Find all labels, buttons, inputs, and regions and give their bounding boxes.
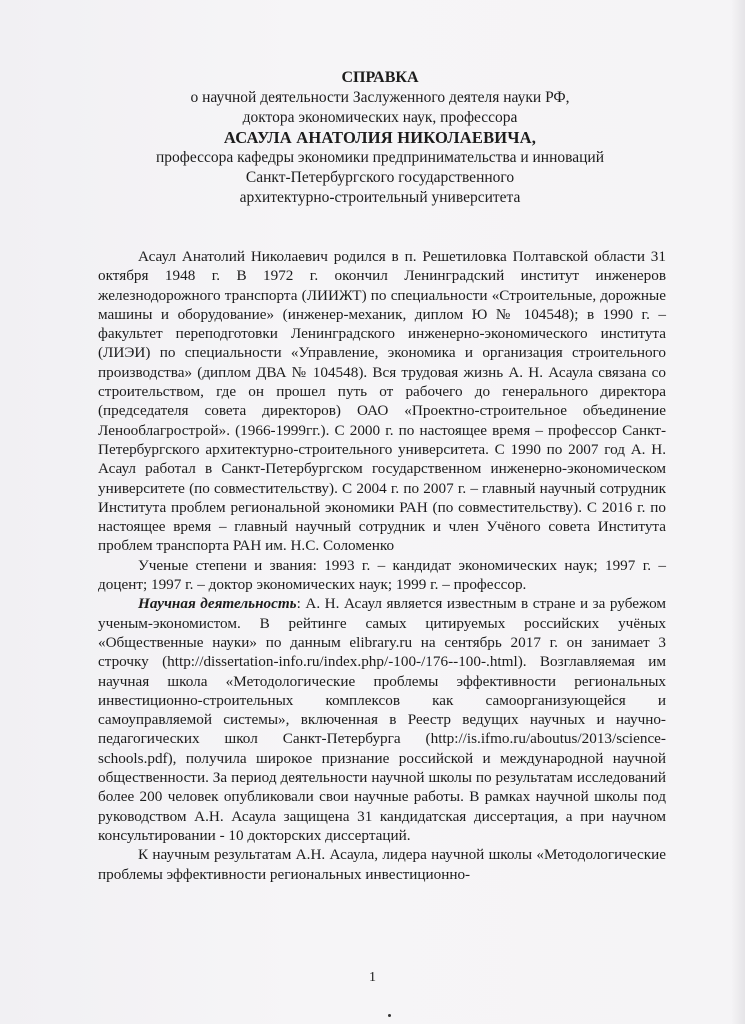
- science-text: : А. Н. Асаул является известным в стране и за рубежом ученым-экономистом. В рейтинге самых цитируемых российских учёных «Общественные науки» по данным elibrary.ru на сентябрь 2017 г. он занимает 3 строчку (http://dissertation-info.ru/index.php/-100-/176--100-.html). Возглавляемая им научная школа «Методологические проблемы эффективности региональных инвестиционно-строительных комплексов как самоорганизующейся и самоуправляемой системы», включенная в Реестр ведущих научных и научно-педагогических школ Санкт-Петербурга (http://is.ifmo.ru/aboutus/2013/science-schools.pdf), получила широкое признание российской и международной научной общественности. За период деятельности научной школы по результатам исследований более 200 человек опубликовали свои научные работы. В рамках научной школы под руководством А.Н. Асаула защищена 31 кандидатская диссертация, а при научном консультировании - 10 докторских диссертаций.: [98, 595, 666, 844]
- document-body: [98, 247, 666, 884]
- page-number: 1: [369, 970, 376, 985]
- header-line-2: доктора экономических наук, профессора: [242, 109, 518, 126]
- header-line-6: архитектурно-строительный университета: [239, 189, 521, 206]
- scan-speck: [388, 1014, 391, 1017]
- science-label: Научная деятельность: [138, 595, 297, 613]
- document-header: [60, 68, 700, 208]
- header-line-4: профессора кафедры экономики предпринимательства и инноваций: [155, 149, 605, 166]
- person-name: АСАУЛА АНАТОЛИЯ НИКОЛАЕВИЧА,: [223, 128, 537, 147]
- header-line-5: Санкт-Петербургского государственного: [245, 169, 515, 186]
- paragraph-science: [98, 594, 666, 845]
- scan-edge-shadow: [731, 0, 745, 1024]
- paragraph-results: К научным результатам А.Н. Асаула, лидера научной школы «Методологические проблемы эффективности региональных инвестиционно-: [98, 846, 666, 883]
- document-title: СПРАВКА: [341, 69, 419, 86]
- paragraph-biography: Асаул Анатолий Николаевич родился в п. Решетиловка Полтавской области 31 октября 1948 г. В 1972 г. окончил Ленинградский институт инженеров железнодорожного транспорта (ЛИИЖТ) по специальности «Строительные, дорожные машины и оборудование» (инженер-механик, диплом Ю № 104548); в 1990 г. – факультет переподготовки Ленинградского инженерно-экономического института (ЛИЭИ) по специальности «Управление, экономика и организация строительного производства» (диплом ДВА № 104548). Вся трудовая жизнь А. Н. Асаула связана со строительством, где он прошел путь от рабочего до генерального директора (председателя совета директоров) ОАО «Проектно-строительное объединение Ленооблагрострой». (1966-1999гг.). С 2000 г. по настоящее время – профессор Санкт-Петербургского архитектурно-строительного университета. С 1990 по 2007 год А. Н. Асаул работал в Санкт-Петербургском государственном инженерно-экономическом университете (по совместительству). С 2004 г. по 2007 г. – главный научный сотрудник Института проблем региональной экономики РАН (по совместительству). С 2016 г. по настоящее время – главный научный сотрудник и член Учёного совета Института проблем транспорта РАН им. Н.С. Соломенко: [98, 248, 666, 555]
- paragraph-degrees: Ученые степени и звания: 1993 г. – кандидат экономических наук; 1997 г. – доцент; 1997 г. – доктор экономических наук; 1999 г. – профессор.: [98, 556, 666, 594]
- header-line-1: о научной деятельности Заслуженного деятеля науки РФ,: [190, 89, 570, 106]
